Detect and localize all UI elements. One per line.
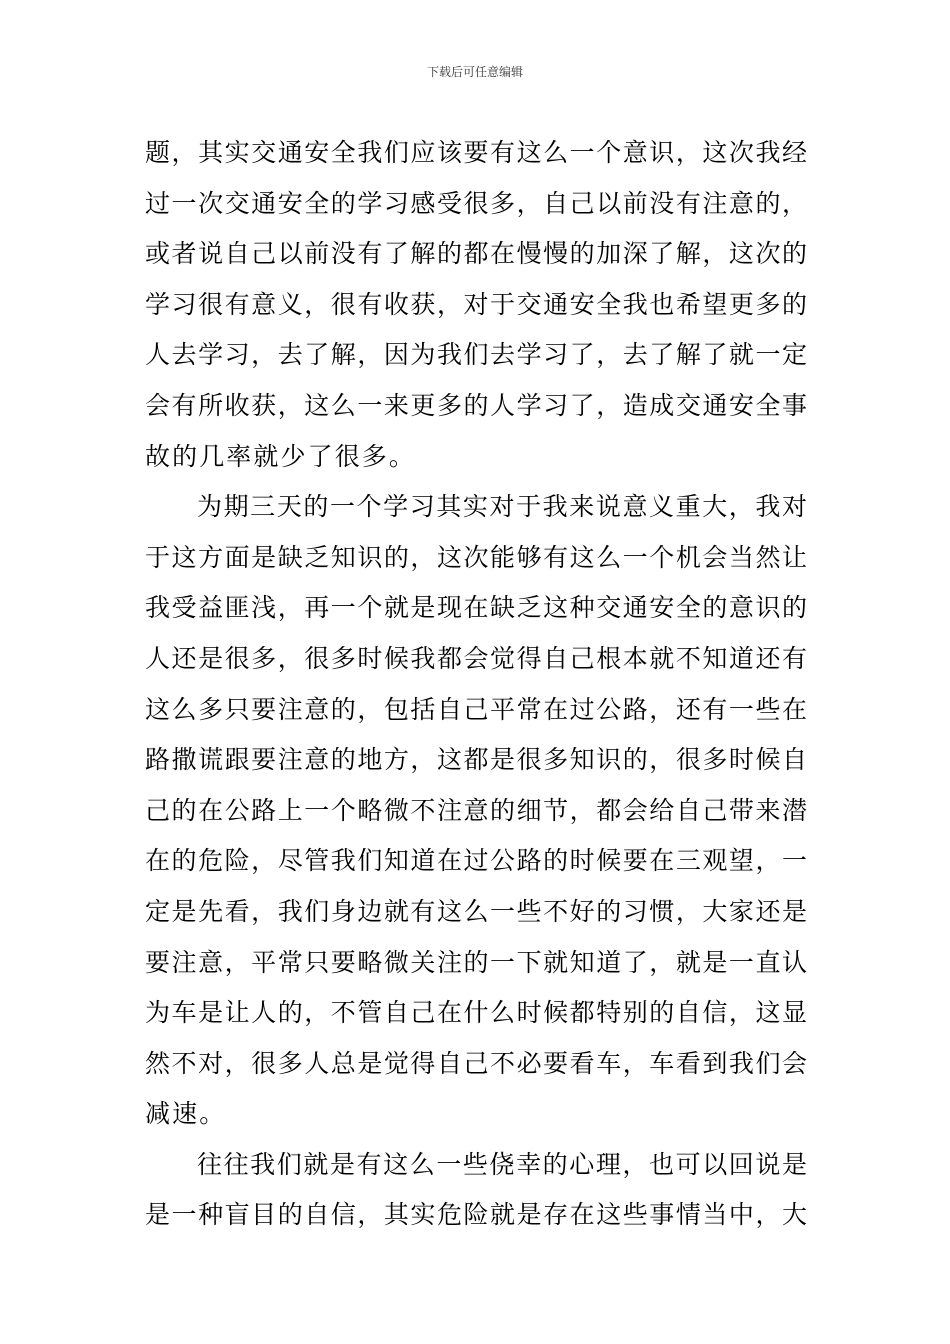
- text-line: 学习很有意义，很有收获，对于交通安全我也希望更多的: [145, 289, 807, 319]
- text-line: 要注意，平常只要略微关注的一下就知道了，就是一直认: [145, 947, 807, 977]
- text-line: 路撒谎跟要注意的地方，这都是很多知识的，很多时候自: [145, 745, 807, 775]
- paragraph-1: [145, 128, 807, 482]
- text-line: 这么多只要注意的，包括自己平常在过公路，还有一些在: [145, 694, 807, 724]
- paragraph-3: [145, 1140, 807, 1241]
- text-line: 人去学习，去了解，因为我们去学习了，去了解了就一定: [145, 340, 807, 370]
- text-line: 是一种盲目的自信，其实危险就是存在这些事情当中，大: [145, 1200, 807, 1230]
- text-line: 会有所收获，这么一来更多的人学习了，造成交通安全事: [145, 390, 807, 420]
- text-line: 己的在公路上一个略微不注意的细节，都会给自己带来潜: [145, 795, 807, 825]
- text-line: 减速。: [145, 1099, 227, 1129]
- document-body: [145, 128, 807, 1241]
- text-line: 然不对，很多人总是觉得自己不必要看车，车看到我们会: [145, 1048, 807, 1078]
- text-line: 或者说自己以前没有了解的都在慢慢的加深了解，这次的: [145, 239, 807, 269]
- text-line: 我受益匪浅，再一个就是现在缺乏这种交通安全的意识的: [145, 593, 807, 623]
- text-line: 为车是让人的，不管自己在什么时候都特别的自信，这显: [145, 998, 807, 1028]
- page-header: 下载后可任意编辑: [426, 65, 523, 79]
- text-line: 于这方面是缺乏知识的，这次能够有这么一个机会当然让: [145, 542, 807, 572]
- text-line: 人还是很多，很多时候我都会觉得自己根本就不知道还有: [145, 643, 807, 673]
- text-line: 定是先看，我们身边就有这么一些不好的习惯，大家还是: [145, 896, 807, 926]
- text-line: 过一次交通安全的学习感受很多，自己以前没有注意的，: [145, 188, 807, 218]
- text-line: 往往我们就是有这么一些侥幸的心理，也可以回说是: [197, 1149, 807, 1179]
- text-line: 题，其实交通安全我们应该要有这么一个意识，这次我经: [145, 138, 807, 167]
- text-line: 在的危险，尽管我们知道在过公路的时候要在三观望，一: [145, 846, 807, 876]
- paragraph-2: [145, 482, 807, 1140]
- text-line: 故的几率就少了很多。: [145, 441, 417, 471]
- text-line: 为期三天的一个学习其实对于我来说意义重大，我对: [197, 492, 807, 522]
